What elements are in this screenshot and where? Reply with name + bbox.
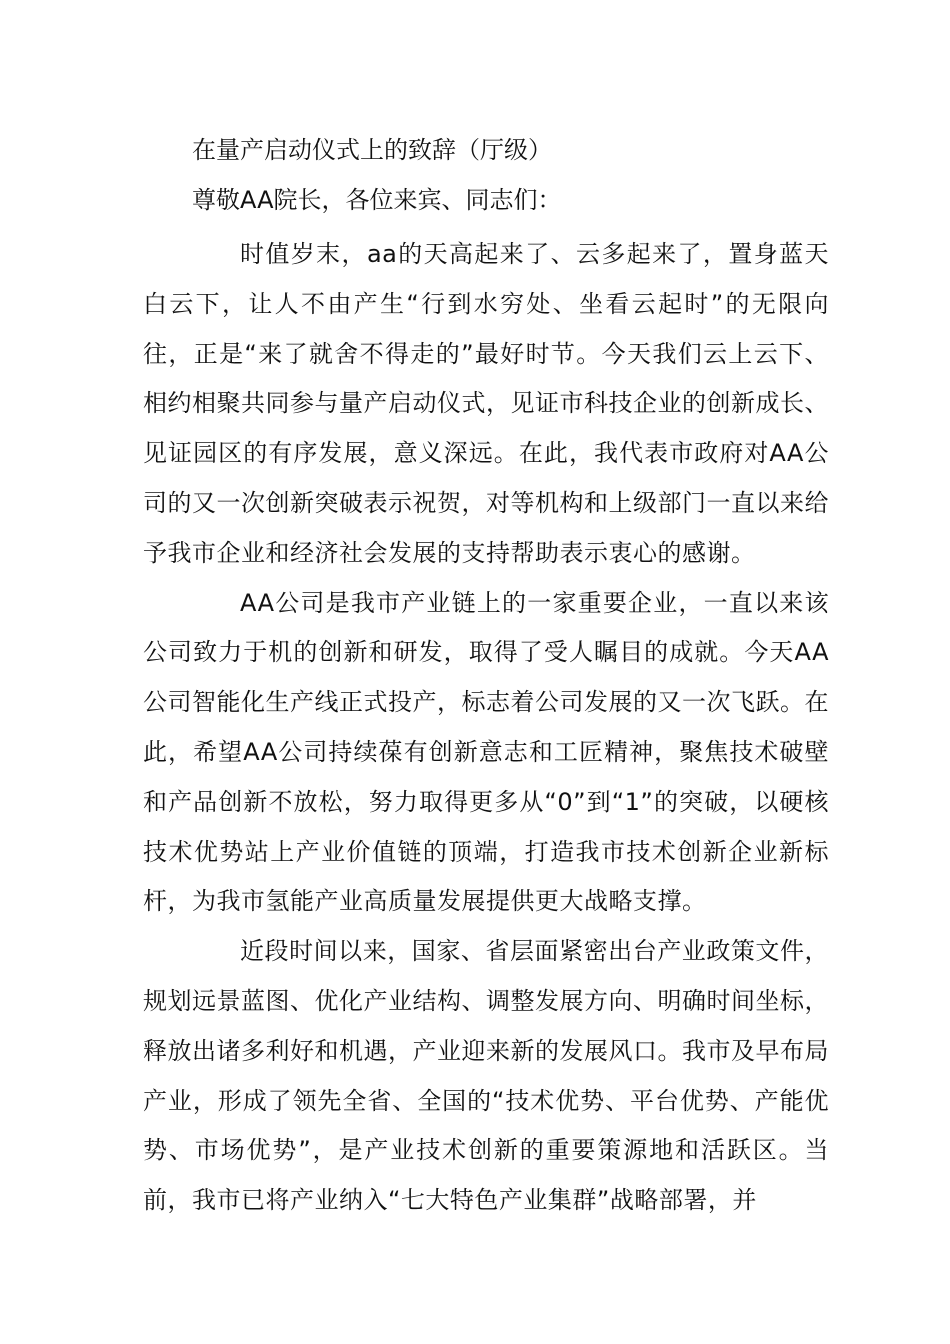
paragraph-3: 近段时间以来，国家、省层面紧密出台产业政策文件，规划远景蓝图、优化产业结构、调整发展方向、明确时间坐标，释放出诸多利好和机遇，产业迎来新的发展风口。我市及早布局产业，形成了领先全省、全国的“技术优势、平台优势、产能优势、市场优势”，是产业技术创新的重要策源地和活跃区。当前，我市已将产业纳入“七大特色产业集群”战略部署，并 — [143, 937, 829, 1215]
document-body — [143, 230, 829, 1226]
document-title: 在量产启动仪式上的致辞（厅级） — [192, 136, 552, 164]
salutation: 尊敬AA院长，各位来宾、同志们： — [192, 186, 562, 214]
paragraph-1: 时值岁末，aa的天高起来了、云多起来了，置身蓝天白云下，让人不由产生“行到水穷处、坐看云起时”的无限向往，正是“来了就舍不得走的”最好时节。今天我们云上云下、相约相聚共同参与量产启动仪式，见证市科技企业的创新成长、见证园区的有序发展，意义深远。在此，我代表市政府对AA公司的又一次创新突破表示祝贺，对等机构和上级部门一直以来给予我市企业和经济社会发展的支持帮助表示衷心的感谢。 — [143, 240, 829, 567]
paragraph-2: AA公司是我市产业链上的一家重要企业，一直以来该公司致力于机的创新和研发，取得了受人瞩目的成就。今天AA公司智能化生产线正式投产，标志着公司发展的又一次飞跃。在此，希望AA公司持续葆有创新意志和工匠精神，聚焦技术破壁和产品创新不放松，努力取得更多从“0”到“1”的突破，以硬核技术优势站上产业价值链的顶端，打造我市技术创新企业新标杆，为我市氢能产业高质量发展提供更大战略支撑。 — [143, 588, 829, 916]
